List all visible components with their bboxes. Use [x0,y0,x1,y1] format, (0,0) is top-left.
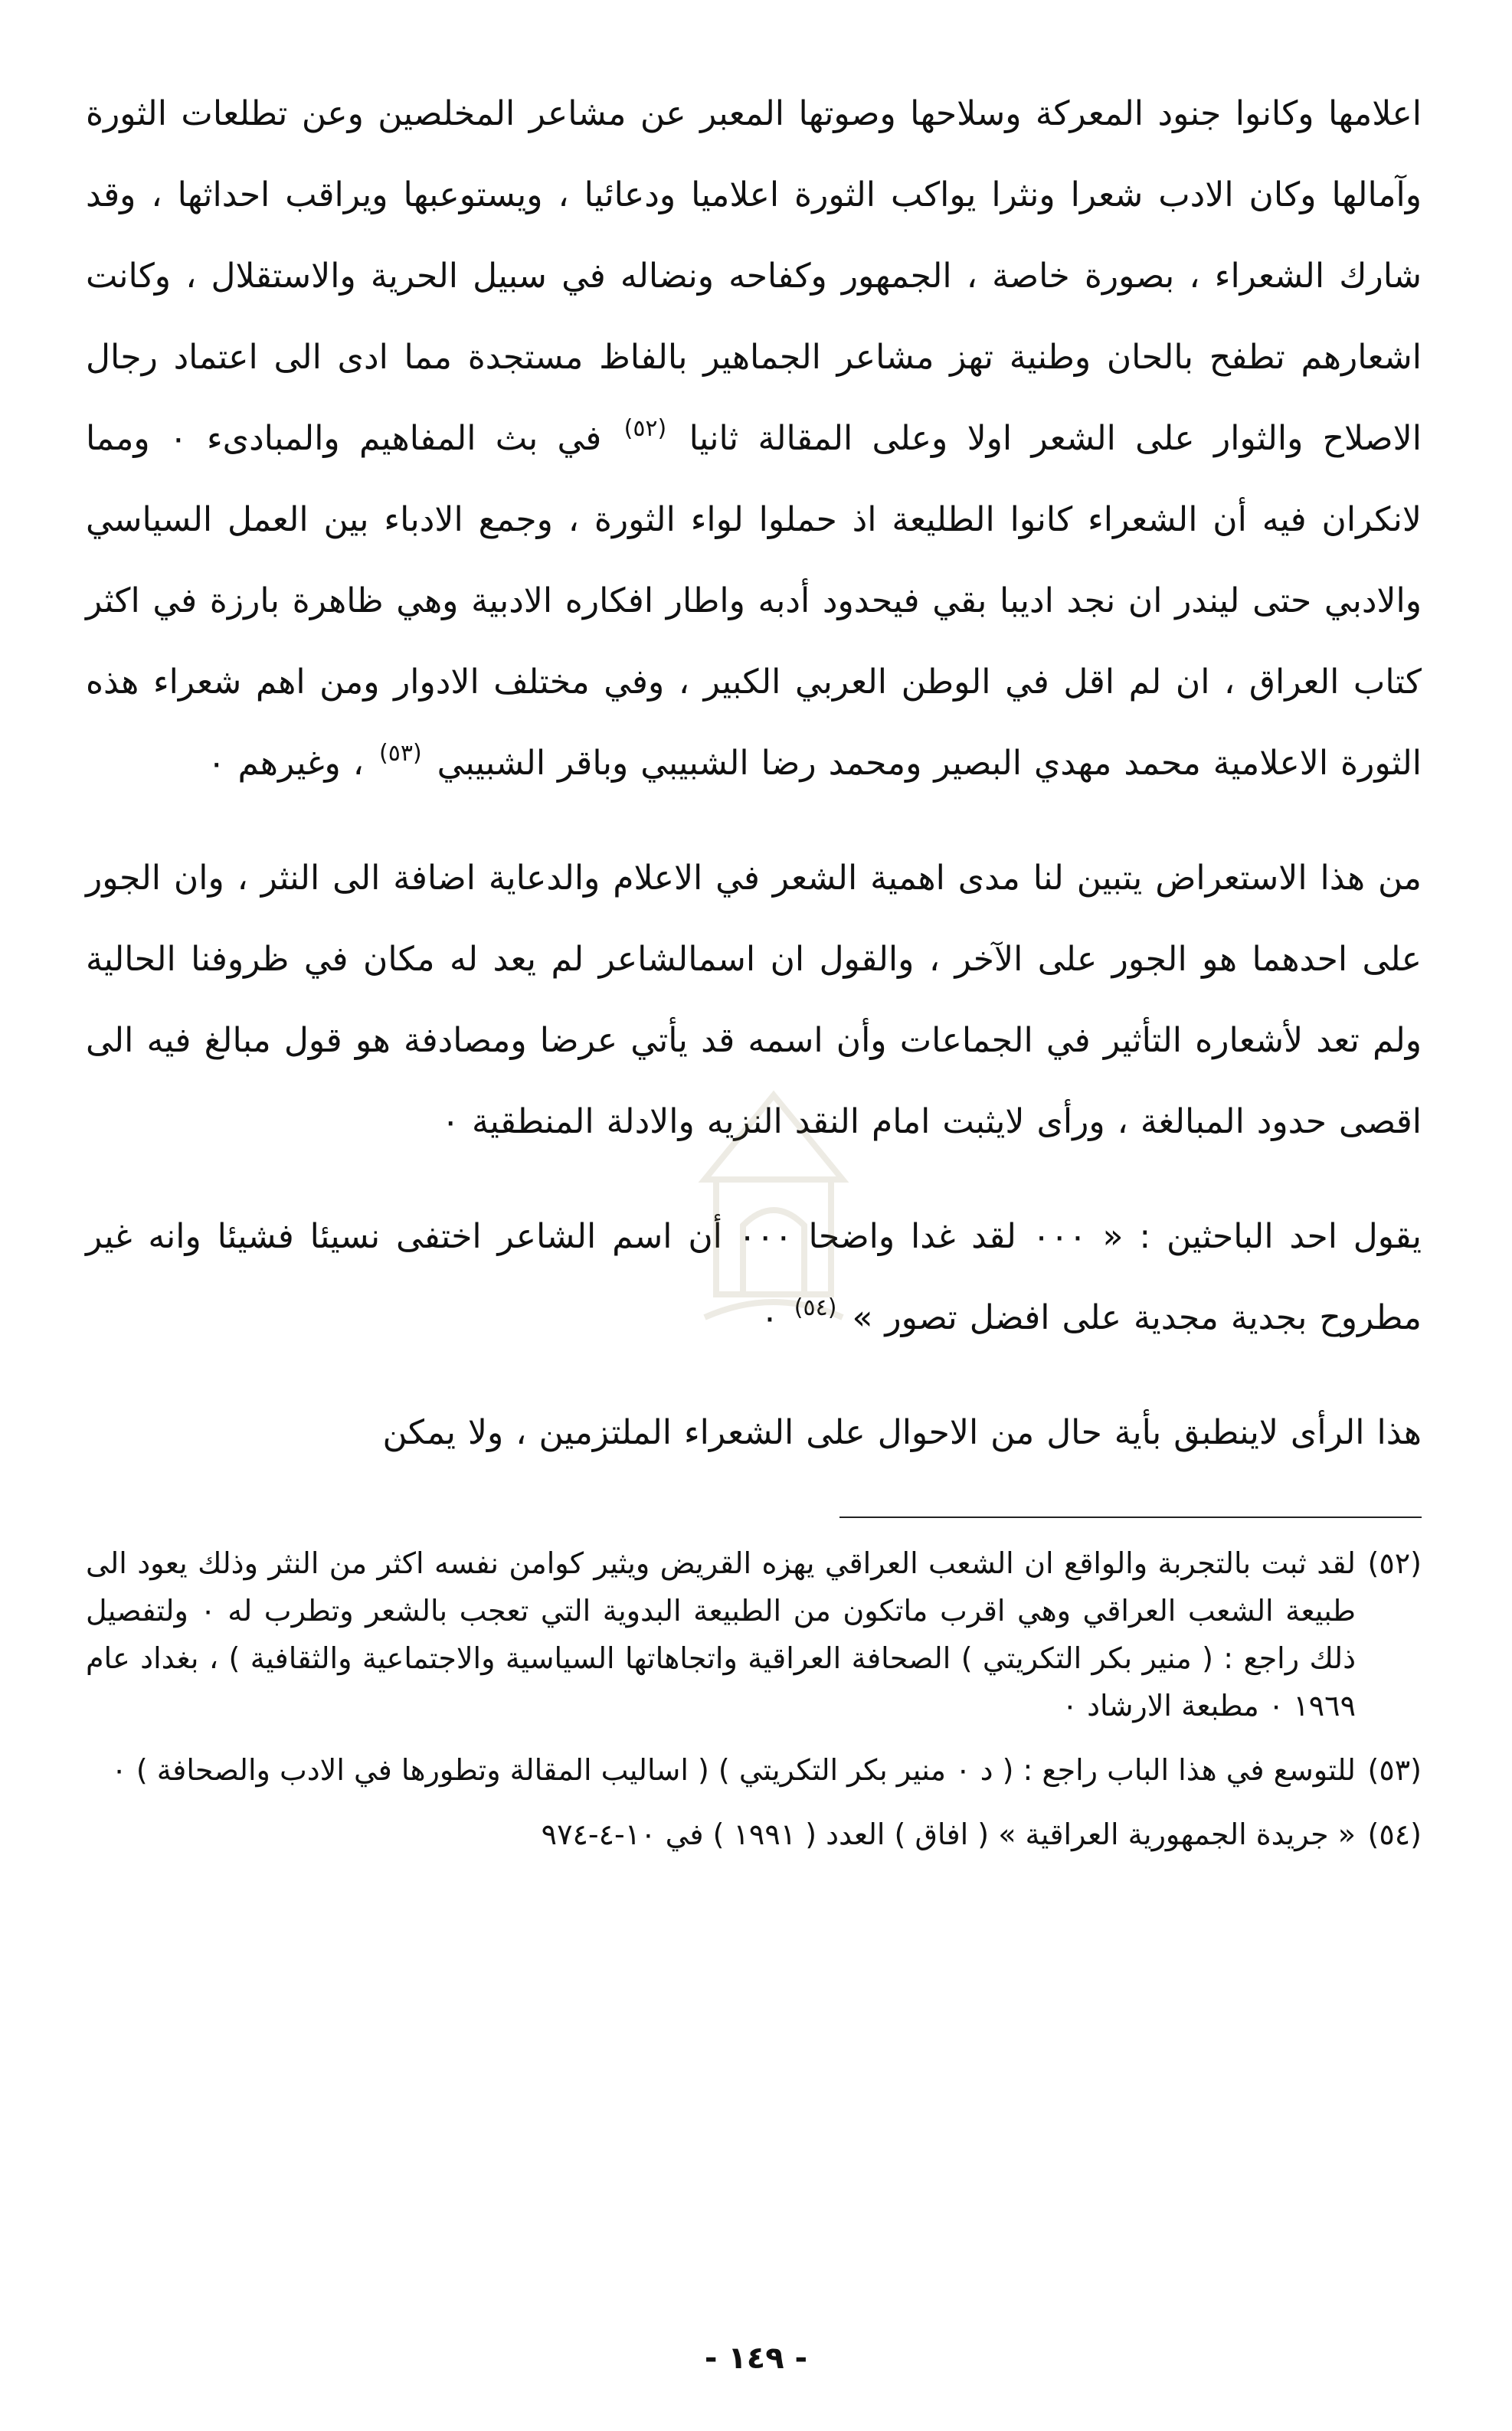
footnote-text: للتوسع في هذا الباب راجع : ( د ٠ منير بكر التكريتي ) ( اساليب المقالة وتطورها في الادب والصحافة ) ٠ [111,1753,1356,1787]
paragraph-3-text-b: ٠ [761,1298,779,1337]
footnote-54 [86,1811,1422,1858]
body-paragraph-3 [86,1196,1422,1359]
body-paragraph-1 [86,74,1422,804]
paragraph-2-text: من هذا الاستعراض يتبين لنا مدى اهمية الشعر في الاعلام والدعاية اضافة الى النثر ، وان الجور على احدهما هو الجور على الآخر ، والقول ان اسمالشاعر لم يعد له مكان في ظروفنا الحالية ولم تعد لأشعاره التأثير في الجماعات وأن اسمه قد يأتي عرضا ومصادفة هو قول مبالغ فيه الى اقصى حدود المبالغة ، ورأى لايثبت امام النقد النزيه والادلة المنطقية ٠ [86,859,1422,1141]
paragraph-4-text: هذا الرأى لاينطبق بأية حال من الاحوال على الشعراء الملتزمين ، ولا يمكن [382,1413,1422,1452]
footnote-53 [86,1746,1422,1794]
paragraph-1-text-b: في بث المفاهيم والمبادىء ٠ ومما لانكران فيه أن الشعراء كانوا الطليعة اذ حملوا لواء الثورة ، وجمع الادباء بين العمل السياسي والادبي حتى ليندر ان نجد اديبا بقي فيحدود أدبه واطار افكاره الادبية وهي ظاهرة بارزة في اكثر كتاب العراق ، ان لم اقل في الوطن العربي الكبير ، وفي مختلف الادوار ومن اهم شعراء هذه الثورة الاعلامية محمد مهدي البصير ومحمد رضا الشبيبي وباقر الشبيبي [86,419,1422,783]
footnote-ref-54[interactable]: (٥٤) [794,1294,837,1321]
paragraph-3-text-a: يقول احد الباحثين : « ٠٠٠ لقد غدا واضحا ٠٠٠ أن اسم الشاعر اختفى نسيئا فشيئا وانه غير مطروح بجدية مجدية على افضل تصور » [86,1217,1422,1337]
body-paragraph-4 [86,1392,1422,1474]
footnote-text: « جريدة الجمهورية العراقية » ( افاق ) العدد ( ١٩٩١ ) في ١٠-٤-٩٧٤ [541,1818,1356,1851]
footnote-52 [86,1539,1422,1729]
paragraph-1-text-c: ، وغيرهم ٠ [207,744,364,783]
page-number: - ١٤٩ - [704,2341,808,2376]
footnote-number: (٥٢) [1367,1546,1422,1580]
footnote-text: لقد ثبت بالتجربة والواقع ان الشعب العراقي يهزه القريض ويثير كوامن نفسه اكثر من النثر وذلك يعود الى طبيعة الشعب العراقي وهي اقرب ماتكون من الطبيعة البدوية التي تعجب بالشعر وتطرب له ٠ ولتفصيل ذلك راجع : ( منير بكر التكريتي ) الصحافة العراقية واتجاهاتها السياسية والاجتماعية والثقافية ) ، بغداد عام ١٩٦٩ ٠ مطبعة الارشاد ٠ [86,1546,1356,1723]
footnote-number: (٥٤) [1367,1818,1422,1851]
footnotes-section [86,1539,1422,1858]
footnote-number: (٥٣) [1367,1753,1422,1787]
paragraph-1-text-a: اعلامها وكانوا جنود المعركة وسلاحها وصوتها المعبر عن مشاعر المخلصين وعن تطلعات الثورة وآمالها وكان الادب شعرا ونثرا يواكب الثورة اعلاميا ودعائيا ، ويستوعبها ويراقب احداثها ، وقد شارك الشعراء ، بصورة خاصة ، الجمهور وكفاحه ونضاله في سبيل الحرية والاستقلال ، وكانت اشعارهم تطفح بالحان وطنية تهز مشاعر الجماهير بالفاظ مستجدة مما ادى الى اعتماد رجال الاصلاح والثوار على الشعر اولا وعلى المقالة ثانيا [86,94,1422,458]
footnote-ref-53[interactable]: (٥٣) [378,740,422,767]
body-paragraph-2 [86,838,1422,1163]
footnote-divider [839,1517,1422,1518]
footnote-ref-52[interactable]: (٥٢) [623,415,667,442]
